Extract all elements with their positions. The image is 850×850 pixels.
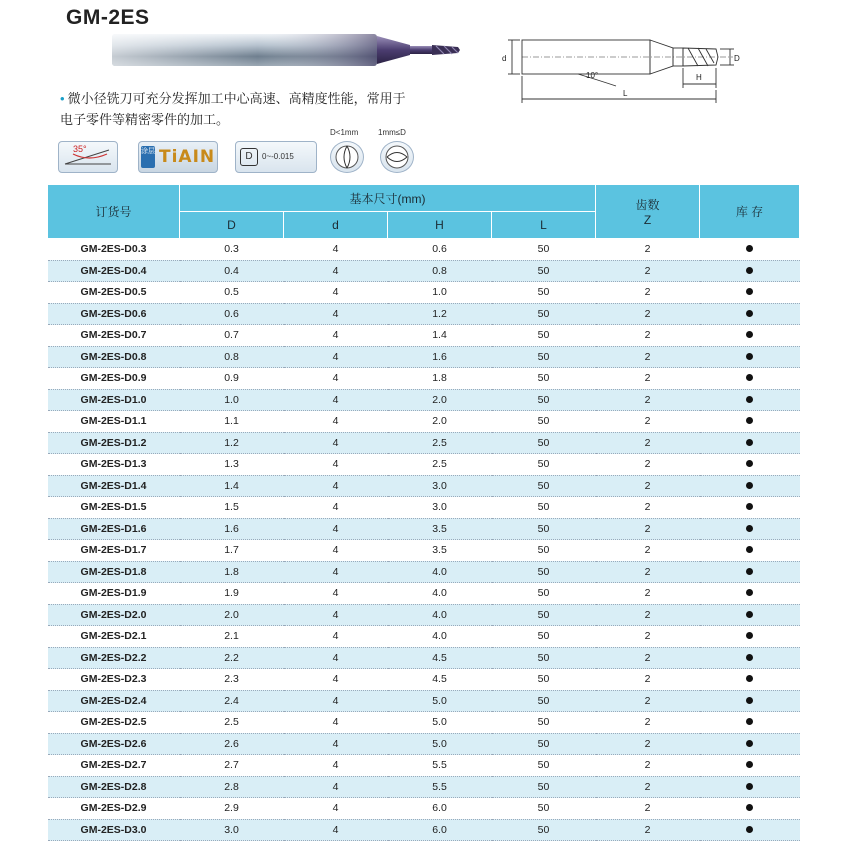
cell-L: 50 — [492, 561, 596, 583]
cell-stock — [700, 798, 800, 820]
cell-L: 50 — [492, 282, 596, 304]
cell-order-no: GM-2ES-D1.2 — [48, 432, 180, 454]
cell-order-no: GM-2ES-D2.2 — [48, 647, 180, 669]
cell-stock — [700, 626, 800, 648]
end-mill-image — [110, 30, 465, 72]
cell-H: 5.5 — [388, 755, 492, 777]
cell-L: 50 — [492, 389, 596, 411]
cell-teeth: 2 — [596, 690, 700, 712]
cell-L: 50 — [492, 626, 596, 648]
bullet-icon: • — [60, 91, 65, 106]
cell-stock — [700, 454, 800, 476]
cell-order-no: GM-2ES-D1.4 — [48, 475, 180, 497]
cell-stock — [700, 282, 800, 304]
cell-d: 4 — [284, 411, 388, 433]
in-stock-dot-icon — [746, 568, 753, 575]
cell-teeth: 2 — [596, 669, 700, 691]
cell-teeth: 2 — [596, 239, 700, 261]
cell-D: 0.6 — [180, 303, 284, 325]
cell-order-no: GM-2ES-D0.5 — [48, 282, 180, 304]
helix-angle-label: 35° — [73, 144, 87, 154]
cell-D: 1.7 — [180, 540, 284, 562]
cell-stock — [700, 475, 800, 497]
cell-order-no: GM-2ES-D3.0 — [48, 819, 180, 841]
coating-icon — [138, 141, 218, 173]
cell-d: 4 — [284, 690, 388, 712]
cell-order-no: GM-2ES-D2.1 — [48, 626, 180, 648]
cell-L: 50 — [492, 475, 596, 497]
cell-teeth: 2 — [596, 389, 700, 411]
cell-L: 50 — [492, 712, 596, 734]
cell-L: 50 — [492, 755, 596, 777]
in-stock-dot-icon — [746, 482, 753, 489]
cell-stock — [700, 733, 800, 755]
cell-order-no: GM-2ES-D2.0 — [48, 604, 180, 626]
large-diameter-label: 1mm≤D — [378, 128, 406, 137]
cell-stock — [700, 819, 800, 841]
cell-teeth: 2 — [596, 583, 700, 605]
cell-H: 6.0 — [388, 798, 492, 820]
cell-D: 2.7 — [180, 755, 284, 777]
cell-H: 4.5 — [388, 669, 492, 691]
table-row — [48, 626, 800, 648]
header-D: D — [180, 212, 284, 239]
in-stock-dot-icon — [746, 374, 753, 381]
cell-H: 2.5 — [388, 454, 492, 476]
cell-L: 50 — [492, 669, 596, 691]
product-description — [60, 88, 430, 130]
cell-d: 4 — [284, 432, 388, 454]
cell-d: 4 — [284, 346, 388, 368]
cell-d: 4 — [284, 669, 388, 691]
cell-order-no: GM-2ES-D0.4 — [48, 260, 180, 282]
cell-d: 4 — [284, 389, 388, 411]
cell-H: 5.0 — [388, 733, 492, 755]
cell-teeth: 2 — [596, 561, 700, 583]
cell-L: 50 — [492, 303, 596, 325]
table-row — [48, 604, 800, 626]
in-stock-dot-icon — [746, 761, 753, 768]
cell-H: 0.8 — [388, 260, 492, 282]
cell-stock — [700, 690, 800, 712]
cell-teeth: 2 — [596, 432, 700, 454]
header-d: d — [284, 212, 388, 239]
cell-d: 4 — [284, 260, 388, 282]
cell-order-no: GM-2ES-D2.9 — [48, 798, 180, 820]
cell-D: 1.3 — [180, 454, 284, 476]
cell-stock — [700, 389, 800, 411]
cell-d: 4 — [284, 604, 388, 626]
in-stock-dot-icon — [746, 331, 753, 338]
cell-L: 50 — [492, 454, 596, 476]
cell-H: 3.0 — [388, 497, 492, 519]
cell-d: 4 — [284, 798, 388, 820]
cell-L: 50 — [492, 819, 596, 841]
small-diameter-label: D<1mm — [330, 128, 359, 137]
cell-order-no: GM-2ES-D2.5 — [48, 712, 180, 734]
in-stock-dot-icon — [746, 245, 753, 252]
in-stock-dot-icon — [746, 804, 753, 811]
cell-H: 4.0 — [388, 604, 492, 626]
cell-H: 6.0 — [388, 819, 492, 841]
header-L: L — [492, 212, 596, 239]
cell-D: 2.6 — [180, 733, 284, 755]
table-row — [48, 798, 800, 820]
cell-H: 3.5 — [388, 540, 492, 562]
cell-D: 1.1 — [180, 411, 284, 433]
cell-stock — [700, 239, 800, 261]
cell-d: 4 — [284, 540, 388, 562]
drawing-label-L: L — [623, 89, 628, 98]
cell-H: 4.0 — [388, 583, 492, 605]
table-row — [48, 647, 800, 669]
cell-D: 2.8 — [180, 776, 284, 798]
cell-L: 50 — [492, 260, 596, 282]
cell-L: 50 — [492, 239, 596, 261]
cell-teeth: 2 — [596, 454, 700, 476]
table-row — [48, 561, 800, 583]
table-row — [48, 583, 800, 605]
cell-teeth: 2 — [596, 776, 700, 798]
in-stock-dot-icon — [746, 288, 753, 295]
header-teeth — [596, 185, 700, 239]
cell-D: 1.2 — [180, 432, 284, 454]
in-stock-dot-icon — [746, 353, 753, 360]
cell-teeth: 2 — [596, 518, 700, 540]
small-diameter-icon — [330, 141, 364, 173]
in-stock-dot-icon — [746, 525, 753, 532]
cell-order-no: GM-2ES-D1.6 — [48, 518, 180, 540]
drawing-label-D: D — [734, 54, 740, 63]
header-teeth-sub: Z — [643, 213, 652, 227]
cell-stock — [700, 776, 800, 798]
cell-teeth: 2 — [596, 733, 700, 755]
cell-H: 1.2 — [388, 303, 492, 325]
cell-H: 3.0 — [388, 475, 492, 497]
cell-stock — [700, 325, 800, 347]
cell-stock — [700, 583, 800, 605]
cell-order-no: GM-2ES-D1.0 — [48, 389, 180, 411]
cell-H: 5.0 — [388, 690, 492, 712]
cell-teeth: 2 — [596, 411, 700, 433]
cell-L: 50 — [492, 690, 596, 712]
cell-H: 0.6 — [388, 239, 492, 261]
table-row — [48, 432, 800, 454]
in-stock-dot-icon — [746, 675, 753, 682]
cell-H: 1.8 — [388, 368, 492, 390]
cell-D: 0.9 — [180, 368, 284, 390]
table-row — [48, 733, 800, 755]
cell-H: 4.0 — [388, 626, 492, 648]
cell-d: 4 — [284, 454, 388, 476]
cell-D: 0.7 — [180, 325, 284, 347]
cell-stock — [700, 346, 800, 368]
table-row — [48, 411, 800, 433]
cell-teeth: 2 — [596, 798, 700, 820]
cell-D: 3.0 — [180, 819, 284, 841]
drawing-label-d: d — [502, 54, 507, 63]
cell-teeth: 2 — [596, 368, 700, 390]
cell-teeth: 2 — [596, 647, 700, 669]
cell-L: 50 — [492, 604, 596, 626]
cell-L: 50 — [492, 733, 596, 755]
cell-order-no: GM-2ES-D2.3 — [48, 669, 180, 691]
cell-stock — [700, 303, 800, 325]
table-body — [48, 239, 800, 841]
large-diameter-icon — [380, 141, 414, 173]
cell-d: 4 — [284, 561, 388, 583]
cell-H: 2.0 — [388, 411, 492, 433]
cell-L: 50 — [492, 325, 596, 347]
page-title: GM-2ES — [66, 6, 150, 29]
cell-d: 4 — [284, 776, 388, 798]
cell-d: 4 — [284, 583, 388, 605]
cell-d: 4 — [284, 497, 388, 519]
header-stock: 库 存 — [700, 185, 800, 239]
table-row — [48, 669, 800, 691]
cell-d: 4 — [284, 282, 388, 304]
cell-L: 50 — [492, 411, 596, 433]
cell-D: 2.2 — [180, 647, 284, 669]
cell-D: 1.5 — [180, 497, 284, 519]
cell-stock — [700, 647, 800, 669]
cell-H: 2.0 — [388, 389, 492, 411]
cell-D: 1.0 — [180, 389, 284, 411]
cell-order-no: GM-2ES-D1.1 — [48, 411, 180, 433]
drawing-label-angle: 10° — [586, 71, 599, 80]
cell-teeth: 2 — [596, 819, 700, 841]
cell-L: 50 — [492, 798, 596, 820]
table-row — [48, 389, 800, 411]
cell-H: 1.4 — [388, 325, 492, 347]
cell-D: 2.1 — [180, 626, 284, 648]
cell-teeth: 2 — [596, 325, 700, 347]
coating-tag: 涂层 — [141, 146, 155, 168]
cell-L: 50 — [492, 776, 596, 798]
in-stock-dot-icon — [746, 589, 753, 596]
cell-L: 50 — [492, 368, 596, 390]
cell-stock — [700, 604, 800, 626]
header-order-no: 订货号 — [48, 185, 180, 239]
in-stock-dot-icon — [746, 654, 753, 661]
table-row — [48, 755, 800, 777]
cell-H: 2.5 — [388, 432, 492, 454]
cell-D: 0.5 — [180, 282, 284, 304]
cell-stock — [700, 518, 800, 540]
cell-L: 50 — [492, 497, 596, 519]
in-stock-dot-icon — [746, 460, 753, 467]
cell-order-no: GM-2ES-D1.5 — [48, 497, 180, 519]
in-stock-dot-icon — [746, 718, 753, 725]
in-stock-dot-icon — [746, 783, 753, 790]
cell-D: 0.8 — [180, 346, 284, 368]
cell-D: 2.4 — [180, 690, 284, 712]
cell-L: 50 — [492, 432, 596, 454]
in-stock-dot-icon — [746, 740, 753, 747]
cell-L: 50 — [492, 518, 596, 540]
cell-D: 1.9 — [180, 583, 284, 605]
cell-order-no: GM-2ES-D2.6 — [48, 733, 180, 755]
cell-teeth: 2 — [596, 282, 700, 304]
table-row — [48, 325, 800, 347]
in-stock-dot-icon — [746, 417, 753, 424]
in-stock-dot-icon — [746, 632, 753, 639]
cell-order-no: GM-2ES-D1.3 — [48, 454, 180, 476]
tolerance-icon — [235, 141, 317, 173]
table-row — [48, 239, 800, 261]
cell-order-no: GM-2ES-D1.8 — [48, 561, 180, 583]
cell-teeth: 2 — [596, 626, 700, 648]
cell-D: 2.5 — [180, 712, 284, 734]
cell-D: 2.3 — [180, 669, 284, 691]
in-stock-dot-icon — [746, 826, 753, 833]
cell-L: 50 — [492, 540, 596, 562]
table-row — [48, 712, 800, 734]
cell-teeth: 2 — [596, 755, 700, 777]
cell-order-no: GM-2ES-D0.7 — [48, 325, 180, 347]
cell-d: 4 — [284, 626, 388, 648]
cell-L: 50 — [492, 346, 596, 368]
spec-table — [47, 184, 800, 841]
cell-H: 5.5 — [388, 776, 492, 798]
cell-teeth: 2 — [596, 540, 700, 562]
cell-order-no: GM-2ES-D1.9 — [48, 583, 180, 605]
cell-teeth: 2 — [596, 497, 700, 519]
in-stock-dot-icon — [746, 546, 753, 553]
cell-d: 4 — [284, 518, 388, 540]
cell-d: 4 — [284, 325, 388, 347]
cell-D: 0.4 — [180, 260, 284, 282]
cell-H: 5.0 — [388, 712, 492, 734]
description-line-1: 微小径铣刀可充分发挥加工中心高速、高精度性能，常用于 — [67, 91, 406, 106]
table-row — [48, 282, 800, 304]
cell-D: 2.9 — [180, 798, 284, 820]
cell-stock — [700, 260, 800, 282]
cell-order-no: GM-2ES-D2.8 — [48, 776, 180, 798]
cell-stock — [700, 540, 800, 562]
cell-d: 4 — [284, 239, 388, 261]
cell-stock — [700, 561, 800, 583]
cell-H: 3.5 — [388, 518, 492, 540]
cell-order-no: GM-2ES-D2.7 — [48, 755, 180, 777]
in-stock-dot-icon — [746, 267, 753, 274]
table-row — [48, 497, 800, 519]
cell-stock — [700, 368, 800, 390]
cell-d: 4 — [284, 712, 388, 734]
cell-H: 1.0 — [388, 282, 492, 304]
cell-stock — [700, 712, 800, 734]
table-row — [48, 368, 800, 390]
table-row — [48, 346, 800, 368]
cell-teeth: 2 — [596, 712, 700, 734]
in-stock-dot-icon — [746, 697, 753, 704]
header-basic-size: 基本尺寸(mm) — [180, 185, 596, 212]
feature-icons — [58, 127, 418, 179]
cell-teeth: 2 — [596, 303, 700, 325]
cell-d: 4 — [284, 303, 388, 325]
table-row — [48, 690, 800, 712]
cell-order-no: GM-2ES-D2.4 — [48, 690, 180, 712]
cell-teeth: 2 — [596, 475, 700, 497]
table-row — [48, 303, 800, 325]
header-H: H — [388, 212, 492, 239]
cell-teeth: 2 — [596, 260, 700, 282]
cell-teeth: 2 — [596, 604, 700, 626]
in-stock-dot-icon — [746, 310, 753, 317]
cell-teeth: 2 — [596, 346, 700, 368]
cell-stock — [700, 411, 800, 433]
cell-stock — [700, 497, 800, 519]
cell-H: 4.0 — [388, 561, 492, 583]
cell-D: 1.6 — [180, 518, 284, 540]
description-line-2: 电子零件等精密零件的加工。 — [60, 112, 230, 127]
cell-order-no: GM-2ES-D0.6 — [48, 303, 180, 325]
cell-d: 4 — [284, 733, 388, 755]
cell-H: 4.5 — [388, 647, 492, 669]
cell-d: 4 — [284, 368, 388, 390]
cell-d: 4 — [284, 819, 388, 841]
cell-H: 1.6 — [388, 346, 492, 368]
table-row — [48, 776, 800, 798]
in-stock-dot-icon — [746, 503, 753, 510]
header-teeth-label: 齿数 — [635, 198, 660, 212]
cell-D: 0.3 — [180, 239, 284, 261]
cell-D: 1.4 — [180, 475, 284, 497]
cell-stock — [700, 669, 800, 691]
helix-angle-icon — [58, 141, 118, 173]
cell-d: 4 — [284, 755, 388, 777]
table-row — [48, 454, 800, 476]
cell-d: 4 — [284, 475, 388, 497]
cell-D: 2.0 — [180, 604, 284, 626]
cell-D: 1.8 — [180, 561, 284, 583]
cell-stock — [700, 755, 800, 777]
table-row — [48, 540, 800, 562]
tolerance-label: 0~-0.015 — [262, 152, 294, 161]
cell-d: 4 — [284, 647, 388, 669]
in-stock-dot-icon — [746, 611, 753, 618]
cell-order-no: GM-2ES-D0.3 — [48, 239, 180, 261]
tolerance-symbol: D — [240, 148, 258, 166]
cell-stock — [700, 432, 800, 454]
cell-L: 50 — [492, 647, 596, 669]
table-row — [48, 819, 800, 841]
coating-label: TiAIN — [159, 147, 216, 167]
cell-order-no: GM-2ES-D0.9 — [48, 368, 180, 390]
cell-order-no: GM-2ES-D1.7 — [48, 540, 180, 562]
in-stock-dot-icon — [746, 396, 753, 403]
cell-order-no: GM-2ES-D0.8 — [48, 346, 180, 368]
in-stock-dot-icon — [746, 439, 753, 446]
cell-L: 50 — [492, 583, 596, 605]
table-row — [48, 260, 800, 282]
table-row — [48, 518, 800, 540]
dimension-drawing — [498, 28, 758, 106]
drawing-label-H: H — [696, 73, 702, 82]
table-row — [48, 475, 800, 497]
